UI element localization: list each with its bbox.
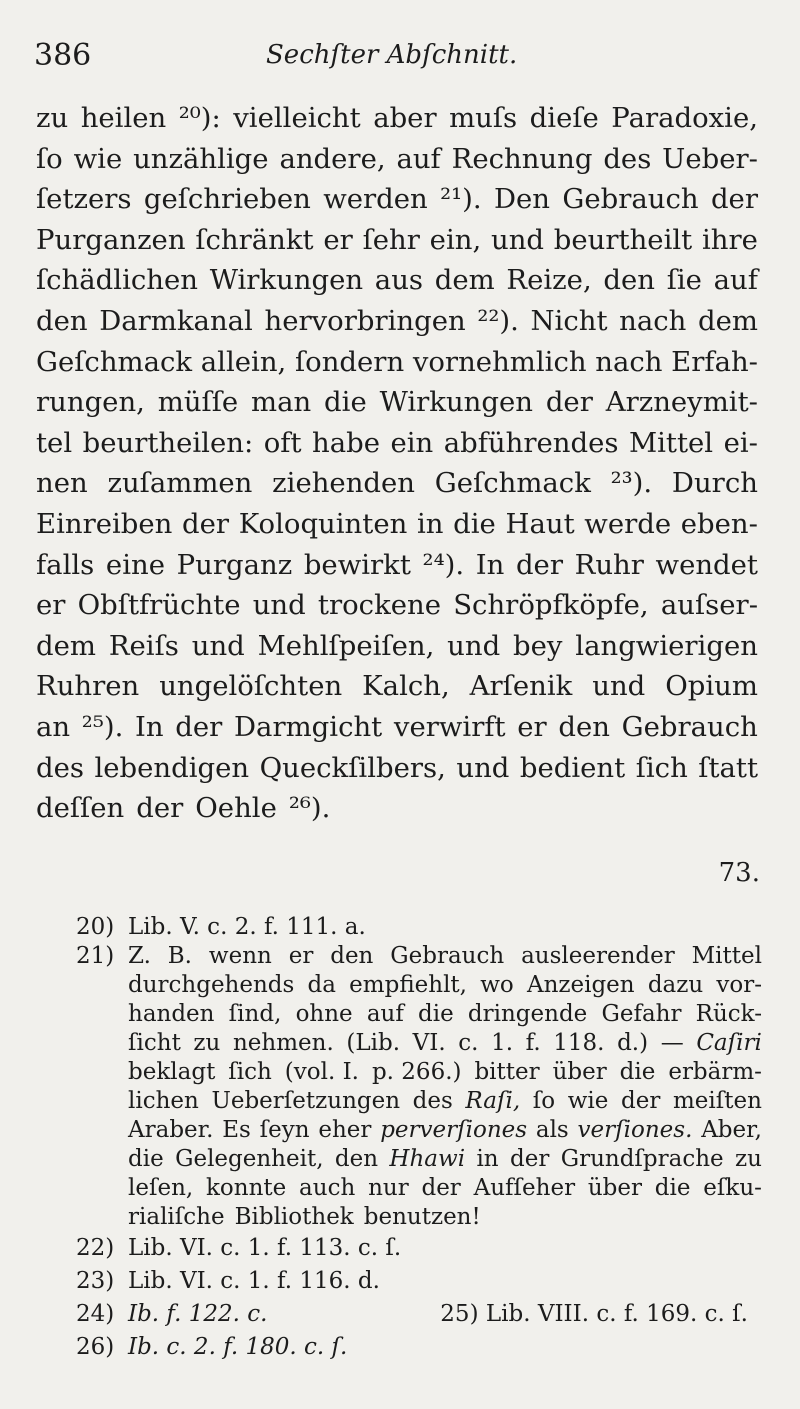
footnote-number: 21) bbox=[76, 943, 115, 969]
word: falls bbox=[36, 548, 95, 581]
word: und bbox=[447, 629, 501, 662]
word: vielleicht bbox=[233, 102, 361, 134]
word: man bbox=[251, 386, 312, 419]
word: ſehr bbox=[362, 223, 420, 256]
word: ſeyn bbox=[259, 1117, 310, 1143]
word: langwierigen bbox=[575, 629, 758, 662]
word: den bbox=[330, 943, 374, 969]
word: Gebrauch bbox=[621, 710, 758, 743]
word: dem bbox=[698, 304, 758, 337]
word: Reiſs bbox=[108, 629, 179, 662]
footnote-text: Lib. VIII. c. f. 169. c. ſ. bbox=[485, 1301, 748, 1327]
word: und bbox=[252, 589, 306, 622]
word: die bbox=[654, 1175, 691, 1201]
word: Mehlſpeiſen, bbox=[257, 629, 435, 662]
word: ihre bbox=[702, 223, 758, 256]
body-text bbox=[36, 98, 758, 829]
word: d.) bbox=[617, 1030, 649, 1056]
word: aber bbox=[373, 102, 437, 134]
running-title: Sechſter Abſchnitt. bbox=[266, 40, 518, 70]
signature-mark: 73. bbox=[718, 858, 760, 888]
word: nach bbox=[595, 345, 663, 378]
word: verſiones. bbox=[577, 1117, 693, 1143]
word: bedient bbox=[519, 751, 626, 784]
footnote-text: Lib. VI. c. 1. f. 116. d. bbox=[128, 1268, 380, 1294]
word: Anzeigen bbox=[526, 972, 635, 998]
word: Gefahr bbox=[601, 1001, 682, 1027]
word: den bbox=[558, 710, 610, 743]
word: und bbox=[490, 223, 545, 256]
word: heilen bbox=[80, 102, 167, 134]
word: andere, bbox=[279, 142, 386, 175]
word: Ruhren bbox=[36, 670, 140, 703]
word: ei- bbox=[723, 426, 758, 459]
footnote-line bbox=[76, 1058, 762, 1087]
word: der bbox=[621, 1088, 661, 1114]
word: Hhawi bbox=[389, 1146, 466, 1172]
word: als bbox=[535, 1117, 569, 1143]
word: (Lib. bbox=[346, 1030, 401, 1056]
word: Paradoxie, bbox=[611, 102, 758, 134]
word: vornehmlich bbox=[412, 345, 587, 378]
word: lebendigen bbox=[94, 751, 250, 784]
word: nehmen. bbox=[232, 1030, 334, 1056]
word: deſſen bbox=[36, 792, 125, 825]
word: wie bbox=[567, 1088, 609, 1114]
word: Raſi, bbox=[465, 1088, 521, 1114]
footnote-line bbox=[76, 1203, 762, 1232]
word: den bbox=[603, 264, 655, 297]
word: der bbox=[509, 1146, 550, 1172]
word: handen bbox=[128, 1001, 215, 1027]
word: auf bbox=[713, 264, 758, 297]
text-line bbox=[36, 423, 758, 464]
word: ſo bbox=[36, 142, 63, 175]
word: leſen, bbox=[128, 1175, 194, 1201]
word: auf bbox=[396, 142, 441, 175]
text-line bbox=[36, 301, 758, 342]
text-line bbox=[36, 707, 758, 748]
word: ſich bbox=[635, 751, 688, 784]
word: dem bbox=[36, 629, 96, 662]
word: Geſchmack bbox=[36, 345, 193, 378]
text-line bbox=[36, 260, 758, 301]
word: ſetzers bbox=[36, 183, 132, 216]
word: über bbox=[552, 1059, 607, 1085]
text-line bbox=[36, 748, 758, 789]
word: er bbox=[323, 223, 353, 256]
word: Darmkanal bbox=[99, 304, 253, 337]
footnote-number: 22) bbox=[76, 1235, 115, 1261]
word: zu bbox=[193, 1030, 221, 1056]
word: eine bbox=[105, 548, 165, 581]
footnote-number: 20) bbox=[76, 914, 115, 940]
word: 118. bbox=[553, 1030, 605, 1056]
word: hervorbringen bbox=[264, 304, 466, 337]
word: nur bbox=[368, 1175, 409, 1201]
word: bewirkt bbox=[303, 548, 411, 581]
word: Purganzen bbox=[36, 223, 186, 256]
footnote-text: Ib. c. 2. f. 180. c. ſ. bbox=[128, 1334, 348, 1360]
word: Ueber- bbox=[662, 142, 758, 175]
word: ²⁰): bbox=[178, 102, 221, 134]
word: ²³). bbox=[610, 467, 653, 500]
word: der bbox=[182, 507, 230, 540]
word: wenn bbox=[208, 943, 272, 969]
text-line bbox=[36, 545, 758, 586]
footnote-text: Lib. VI. c. 1. f. 113. c. ſ. bbox=[128, 1235, 402, 1261]
word: Wirkungen bbox=[379, 386, 533, 419]
word: Gebrauch bbox=[562, 183, 699, 216]
word: müſſe bbox=[157, 386, 239, 419]
footnote-line bbox=[76, 1174, 762, 1203]
word: ſchränkt bbox=[195, 223, 314, 256]
word: Gebrauch bbox=[390, 943, 505, 969]
word: Kalch, bbox=[362, 670, 450, 703]
word: Darmgicht bbox=[234, 710, 383, 743]
word: konnte bbox=[206, 1175, 287, 1201]
word: den bbox=[334, 1146, 379, 1172]
word: ſchädlichen bbox=[36, 264, 198, 297]
text-line bbox=[36, 626, 758, 667]
word: rialiſche bbox=[128, 1204, 225, 1230]
text-line bbox=[36, 179, 758, 220]
word: ²⁴). bbox=[422, 548, 465, 581]
word: und bbox=[191, 629, 245, 662]
word: dazu bbox=[647, 972, 704, 998]
word: ſich bbox=[228, 1059, 272, 1085]
word: bey bbox=[513, 629, 563, 662]
word: zu bbox=[735, 1146, 762, 1172]
word: beurtheilen: bbox=[82, 426, 254, 459]
word: Obſtfrüchte bbox=[77, 589, 241, 622]
word: Queckſilbers, bbox=[259, 751, 446, 784]
word: wo bbox=[480, 972, 514, 998]
word: zu bbox=[36, 102, 69, 134]
word: er bbox=[288, 943, 314, 969]
word: Arſenik bbox=[469, 670, 573, 703]
word: ohne bbox=[295, 1001, 353, 1027]
word: verwirft bbox=[393, 710, 506, 743]
word: ſind, bbox=[228, 1001, 282, 1027]
text-line bbox=[36, 98, 758, 139]
word: und bbox=[592, 670, 646, 703]
footnote-number: 24) bbox=[76, 1301, 115, 1327]
word: Reize, bbox=[506, 264, 592, 297]
text-line bbox=[36, 666, 758, 707]
word: die bbox=[619, 1059, 656, 1085]
word: perverſiones bbox=[380, 1117, 528, 1143]
word: Z. bbox=[128, 943, 151, 969]
word: eher bbox=[318, 1117, 372, 1143]
word: ſicht bbox=[128, 1030, 181, 1056]
word: meiſten bbox=[672, 1088, 762, 1114]
word: Es bbox=[222, 1117, 251, 1143]
word: Den bbox=[493, 183, 551, 216]
word: beklagt bbox=[128, 1059, 216, 1085]
word: nen bbox=[36, 467, 88, 500]
footnote-text: Lib. V. c. 2. f. 111. a. bbox=[128, 914, 366, 940]
word: eben- bbox=[680, 507, 758, 540]
word: p. 266.) bbox=[371, 1059, 462, 1085]
word: Bibliothek bbox=[234, 1204, 354, 1230]
word: der bbox=[136, 792, 184, 825]
word: empfiehlt, bbox=[349, 972, 467, 998]
word: Oehle bbox=[195, 792, 277, 825]
word: des bbox=[412, 1088, 453, 1114]
word: ſtatt bbox=[698, 751, 758, 784]
word: Araber. bbox=[128, 1117, 214, 1143]
word: Opium bbox=[665, 670, 758, 703]
word: Nicht bbox=[530, 304, 608, 337]
footnote-number: 26) bbox=[76, 1334, 115, 1360]
word: Haut bbox=[505, 507, 575, 540]
text-line bbox=[36, 342, 758, 383]
word: Durch bbox=[671, 467, 758, 500]
word: über bbox=[587, 1175, 643, 1201]
word: trockene bbox=[317, 589, 442, 622]
word: des bbox=[603, 142, 652, 175]
word: geſchrieben bbox=[143, 183, 311, 216]
word: oft bbox=[263, 426, 302, 459]
word: auſser- bbox=[660, 589, 758, 622]
word: Rück- bbox=[695, 1001, 762, 1027]
word: zuſammen bbox=[107, 467, 253, 500]
word: Mittel bbox=[691, 943, 762, 969]
word: Ruhr bbox=[574, 548, 644, 581]
footnote-line bbox=[76, 1145, 762, 1174]
word: Aber, bbox=[701, 1117, 762, 1143]
word: an bbox=[36, 710, 71, 743]
word: ein bbox=[390, 426, 434, 459]
footnote-25 bbox=[440, 1298, 762, 1331]
footnote-23 bbox=[76, 1265, 762, 1298]
text-line bbox=[36, 220, 758, 261]
word: ²²). bbox=[477, 304, 519, 337]
word: unzählige bbox=[133, 142, 269, 175]
word: der bbox=[710, 183, 758, 216]
footnote-20 bbox=[76, 913, 762, 942]
word: des bbox=[36, 751, 84, 784]
word: die bbox=[453, 507, 496, 540]
footnote-line bbox=[76, 1000, 762, 1029]
footnote-line bbox=[76, 1116, 762, 1145]
word: der bbox=[421, 1175, 461, 1201]
word: muſs bbox=[449, 102, 518, 134]
word: werden bbox=[323, 183, 428, 216]
word: tel bbox=[36, 426, 73, 459]
word: Mittel bbox=[628, 426, 714, 459]
word: Caſiri bbox=[696, 1030, 762, 1056]
footnote-22 bbox=[76, 1232, 762, 1265]
footnotes bbox=[76, 913, 762, 1364]
word: die bbox=[418, 1001, 454, 1027]
word: die bbox=[324, 386, 367, 419]
word: Wirkungen bbox=[209, 264, 364, 297]
word: auch bbox=[299, 1175, 356, 1201]
word: ²⁵). bbox=[81, 710, 124, 743]
word: In bbox=[135, 710, 164, 743]
word: — bbox=[660, 1030, 684, 1056]
word: durchgehends bbox=[128, 972, 295, 998]
word: 1. bbox=[491, 1030, 514, 1056]
word: auf bbox=[366, 1001, 404, 1027]
footnote-21 bbox=[76, 942, 762, 1232]
word: Schröpfköpfe, bbox=[453, 589, 649, 622]
word: Rechnung bbox=[451, 142, 593, 175]
word: Koloquinten bbox=[238, 507, 408, 540]
word: ſie bbox=[666, 264, 702, 297]
word: rungen, bbox=[36, 386, 145, 419]
footnote-line bbox=[76, 1029, 762, 1058]
word: ungelöſchten bbox=[159, 670, 343, 703]
word: Einreiben bbox=[36, 507, 173, 540]
word: in bbox=[416, 507, 444, 540]
word: Geſchmack bbox=[434, 467, 591, 500]
word: dieſe bbox=[529, 102, 599, 134]
word: Grundſprache bbox=[560, 1146, 724, 1172]
word: in bbox=[476, 1146, 499, 1172]
text-line bbox=[36, 382, 758, 423]
word: eſku- bbox=[703, 1175, 762, 1201]
word: Gelegenheit, bbox=[175, 1146, 324, 1172]
word: dem bbox=[434, 264, 495, 297]
word: beurtheilt bbox=[553, 223, 693, 256]
word: ²⁶). bbox=[288, 792, 331, 825]
word: allein, bbox=[200, 345, 287, 378]
footnote-26 bbox=[76, 1331, 762, 1364]
word: ein, bbox=[429, 223, 482, 256]
footnote-text: Ib. f. 122. c. bbox=[128, 1301, 268, 1327]
word: Ueberſetzungen bbox=[211, 1088, 401, 1114]
footnote-line bbox=[76, 971, 762, 1000]
word: er bbox=[517, 710, 547, 743]
footnote-24 bbox=[76, 1298, 267, 1331]
footnote-line bbox=[76, 942, 762, 971]
footnote-24-25 bbox=[76, 1298, 762, 1331]
word: habe bbox=[312, 426, 380, 459]
footnote-number: 25) bbox=[440, 1301, 479, 1327]
word: Purganz bbox=[176, 548, 293, 581]
word: erbärm- bbox=[668, 1059, 762, 1085]
text-line bbox=[36, 504, 758, 545]
word: Erfah- bbox=[671, 345, 758, 378]
word: ſondern bbox=[294, 345, 405, 378]
word: und bbox=[456, 751, 510, 784]
word: (vol. I. bbox=[284, 1059, 359, 1085]
word: werde bbox=[584, 507, 672, 540]
word: die bbox=[128, 1146, 164, 1172]
word: der bbox=[545, 386, 593, 419]
word: bitter bbox=[474, 1059, 540, 1085]
word: aus bbox=[374, 264, 424, 297]
word: ausleerender bbox=[521, 943, 675, 969]
footnote-number: 23) bbox=[76, 1268, 115, 1294]
word: lichen bbox=[128, 1088, 199, 1114]
word: Arzneymit- bbox=[605, 386, 758, 419]
word: c. bbox=[458, 1030, 479, 1056]
word: ziehenden bbox=[272, 467, 416, 500]
word: der bbox=[175, 710, 223, 743]
word: da bbox=[307, 972, 336, 998]
word: B. bbox=[167, 943, 192, 969]
word: ²¹). bbox=[440, 183, 482, 216]
page-number: 386 bbox=[34, 38, 92, 73]
text-line bbox=[36, 788, 758, 829]
word: benutzen! bbox=[363, 1204, 481, 1230]
word: dringende bbox=[467, 1001, 588, 1027]
word: der bbox=[515, 548, 563, 581]
text-line bbox=[36, 463, 758, 504]
footnote-line bbox=[76, 1087, 762, 1116]
word: vor- bbox=[716, 972, 762, 998]
word: VI. bbox=[412, 1030, 446, 1056]
word: ſo bbox=[532, 1088, 556, 1114]
page-header bbox=[34, 38, 774, 78]
word: den bbox=[36, 304, 88, 337]
word: Aufſeher bbox=[473, 1175, 576, 1201]
word: abführendes bbox=[443, 426, 619, 459]
word: wendet bbox=[655, 548, 758, 581]
word: wie bbox=[73, 142, 123, 175]
text-line bbox=[36, 585, 758, 626]
text-line bbox=[36, 139, 758, 180]
word: nach bbox=[619, 304, 687, 337]
word: In bbox=[475, 548, 505, 581]
word: f. bbox=[525, 1030, 541, 1056]
word: er bbox=[36, 589, 66, 622]
footnote-line-words bbox=[128, 942, 762, 971]
